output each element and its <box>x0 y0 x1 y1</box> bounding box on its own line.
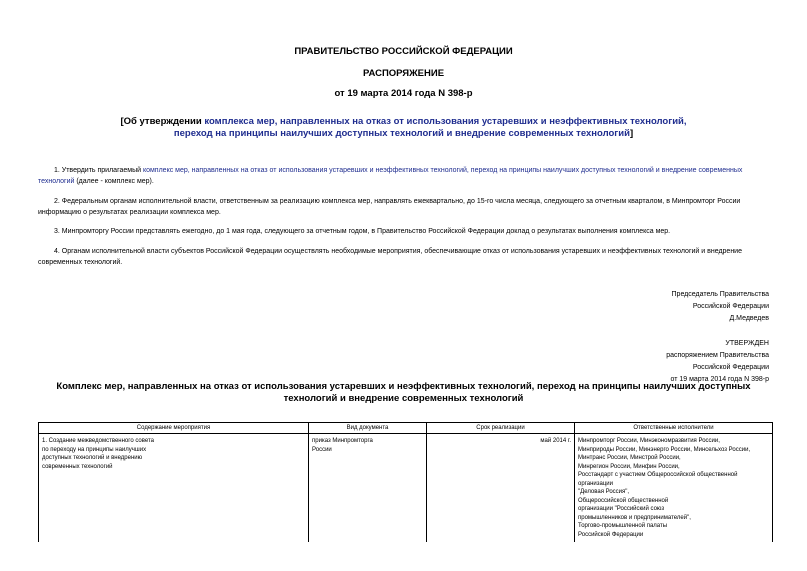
paragraph-2: 2. Федеральным органам исполнительной власти, ответственным за реализацию комплекса мер, направлять ежеквартально, до 15-го числа месяца, следующего за отчетным кварталом, в Минпромторг России информацию о результатах реализации комплекса мер. <box>38 198 741 216</box>
paragraph-3: 3. Минпромторгу России представлять ежегодно, до 1 мая года, следующего за отчетным годом, в Правительство Российской Федерации доклад о результатах выполнения комплекса мер. <box>54 228 671 235</box>
approval-block <box>469 338 769 386</box>
executor-line: Общероссийской общественной <box>578 497 669 504</box>
content-line: доступных технологий и внедрению <box>42 455 143 461</box>
paragraph-4: 4. Органам исполнительной власти субъектов Российской Федерации осуществлять необходимые мероприятия, обеспечивающие отказ от использования устаревших и неэффективных технологий и внедрение современных технологий. <box>38 248 742 266</box>
paragraph-1-link[interactable]: комплекс мер, направленных на отказ от использования устаревших и неэффективных технологий, переход на принципы наилучших доступных технологий и внедрение современных технологий <box>38 167 743 185</box>
subject-open: [Об утверждении <box>120 116 205 127</box>
subject-link-1[interactable]: комплекса мер, направленных на отказ от использования устаревших и неэффективных технологий, <box>204 116 687 127</box>
executor-line: организации "Российский союз <box>578 506 665 512</box>
approval-line-3: Российской Федерации <box>692 364 769 371</box>
signature-line-1: Председатель Правительства <box>671 291 769 298</box>
cell-term: май 2014 г. <box>427 434 575 543</box>
cell-doc-type <box>309 434 427 543</box>
subject-close: ] <box>629 128 634 139</box>
content-line: современных технологий <box>42 463 113 470</box>
header-executors: Ответственные исполнители <box>575 423 773 434</box>
table-row <box>39 434 773 543</box>
content-line: 1. Создание межведомственного совета <box>42 438 155 444</box>
doc-type-line: России <box>312 446 332 453</box>
cell-executors <box>575 434 773 543</box>
executor-line: Минприроды России, Минэнерго России, Минсельхоз России, <box>578 446 751 453</box>
content-line: по переходу на принципы наилучших <box>42 446 147 453</box>
executor-line: "Деловая Россия", <box>578 489 630 495</box>
signature-block <box>469 289 769 325</box>
complex-title: Комплекс мер, направленных на отказ от использования устаревших и неэффективных технологий, переход на принципы наилучших доступных технологий и внедрение современных технологий <box>56 381 751 404</box>
paragraph-1 <box>38 165 772 187</box>
approval-line-4: от 19 марта 2014 года N 398-р <box>670 376 769 383</box>
executor-line: Российской Федерации <box>578 531 644 538</box>
approval-line-1: УТВЕРЖДЕН <box>725 340 769 347</box>
measures-table <box>38 422 773 542</box>
approval-line-2: распоряжением Правительства <box>666 352 769 359</box>
executor-line: Минтранс России, Минстрой России, <box>578 455 681 461</box>
cell-content <box>39 434 309 543</box>
header-content: Содержание мероприятия <box>39 423 309 434</box>
table-header-row <box>39 423 773 434</box>
executor-line: Торгово-промышленной палаты <box>578 523 668 529</box>
document-subject <box>80 116 727 140</box>
header-doc-type: Вид документа <box>309 423 427 434</box>
document-type-heading: РАСПОРЯЖЕНИЕ <box>362 68 445 79</box>
document-date: от 19 марта 2014 года N 398-р <box>334 88 473 99</box>
doc-type-line: приказ Минпромторга <box>312 438 373 444</box>
executor-line: промышленников и предпринимателей", <box>578 514 691 521</box>
signature-line-2: Российской Федерации <box>692 303 769 310</box>
government-heading: ПРАВИТЕЛЬСТВО РОССИЙСКОЙ ФЕДЕРАЦИИ <box>294 46 513 57</box>
paragraph-1-end: (далее - комплекс мер). <box>74 178 154 185</box>
executor-line: Росстандарт с участием Общероссийской общественной организации <box>578 472 738 487</box>
executor-line: Минрегион России, Минфин России, <box>578 463 680 470</box>
header-term: Срок реализации <box>427 423 575 434</box>
executor-line: Минпромторг России, Минэкономразвития России, <box>578 438 720 444</box>
paragraph-1-start: 1. Утвердить прилагаемый <box>54 167 143 174</box>
subject-link-2[interactable]: переход на принципы наилучших доступных технологий и внедрение современных технологий <box>173 128 630 139</box>
signature-line-3: Д.Медведев <box>729 315 769 322</box>
